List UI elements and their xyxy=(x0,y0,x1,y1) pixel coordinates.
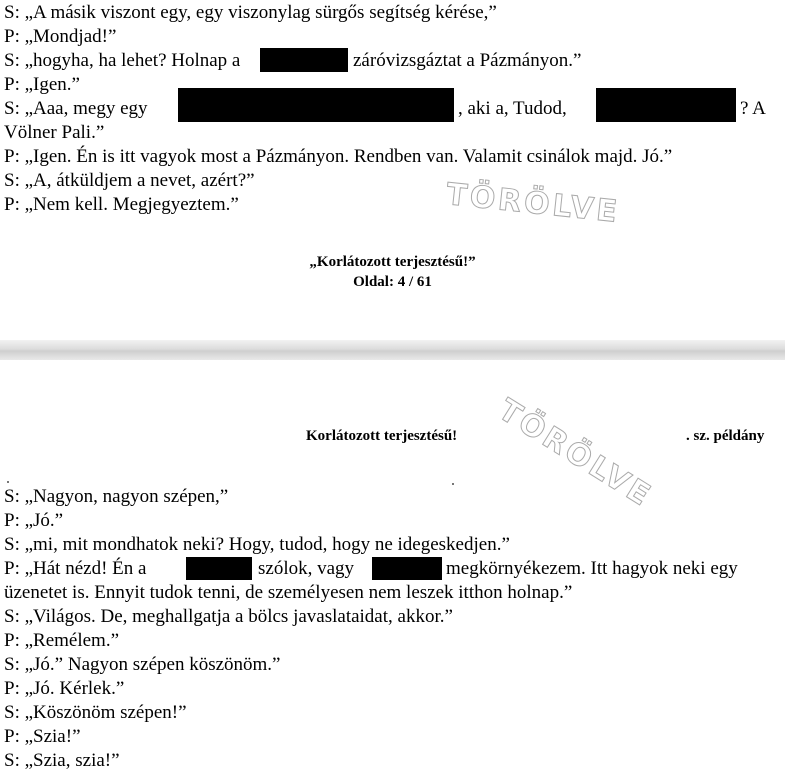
redaction-box xyxy=(178,88,454,122)
transcript-line: megkörnyékezem. Itt hagyok neki egy xyxy=(446,558,738,579)
transcript-line: S: „hogyha, ha lehet? Holnap a xyxy=(4,50,241,71)
transcript-line: ? A xyxy=(740,98,766,119)
scan-mark xyxy=(452,483,454,485)
transcript-line: P: „Igen. Én is itt vagyok most a Pázmányon. Rendben van. Valamit csinálok majd. Jó.” xyxy=(4,146,673,167)
redaction-box xyxy=(186,557,252,580)
redaction-box xyxy=(260,48,348,72)
distribution-header: Korlátozott terjesztésű! xyxy=(306,428,458,444)
transcript-line: P: „Igen.” xyxy=(4,74,80,95)
page-number: Oldal: 4 / 61 xyxy=(353,274,432,290)
transcript-line: S: „Köszönöm szépen!” xyxy=(4,702,187,723)
transcript-line: P: „Nem kell. Megjegyeztem.” xyxy=(4,194,239,215)
transcript-line: S: „Jó.” Nagyon szépen köszönöm.” xyxy=(4,654,281,675)
deleted-stamp: TÖRÖLVE xyxy=(491,392,659,515)
redaction-box xyxy=(596,88,736,122)
distribution-notice: „Korlátozott terjesztésű!” xyxy=(309,254,476,270)
transcript-line: P: „Jó. Kérlek.” xyxy=(4,678,125,699)
redaction-box xyxy=(372,557,442,580)
transcript-line: P: „Remélem.” xyxy=(4,630,120,651)
transcript-line: záróvizsgáztat a Pázmányon.” xyxy=(353,50,582,71)
transcript-line: S: „A, átküldjem a nevet, azért?” xyxy=(4,170,255,191)
transcript-line: szólok, vagy xyxy=(258,558,355,579)
transcript-line: S: „Nagyon, nagyon szépen,” xyxy=(4,486,229,507)
transcript-line: P: „Szia!” xyxy=(4,726,81,747)
deleted-stamp: TÖRÖLVE xyxy=(444,176,622,231)
document-page-bottom xyxy=(0,360,785,776)
transcript-line: üzenetet is. Ennyit tudok tenni, de személyesen nem leszek itthon holnap.” xyxy=(4,582,573,603)
transcript-line: P: „Hát nézd! Én a xyxy=(4,558,147,579)
transcript-line: S: „mi, mit mondhatok neki? Hogy, tudod, hogy ne idegeskedjen.” xyxy=(4,534,510,555)
transcript-line: S: „Szia, szia!” xyxy=(4,750,120,771)
copy-number-header: . sz. példány xyxy=(686,428,765,444)
page-separator xyxy=(0,340,785,360)
scan-mark xyxy=(7,481,9,483)
transcript-line: S: „A másik viszont egy, egy viszonylag sürgős segítség kérése,” xyxy=(4,2,497,23)
document-page-top xyxy=(0,0,785,340)
transcript-line: Völner Pali.” xyxy=(4,122,105,143)
transcript-line: S: „Aaa, megy egy xyxy=(4,98,148,119)
transcript-line: S: „Világos. De, meghallgatja a bölcs javaslataidat, akkor.” xyxy=(4,606,453,627)
transcript-line: P: „Jó.” xyxy=(4,510,64,531)
transcript-line: , aki a, Tudod, xyxy=(458,98,567,119)
transcript-line: P: „Mondjad!” xyxy=(4,26,117,47)
